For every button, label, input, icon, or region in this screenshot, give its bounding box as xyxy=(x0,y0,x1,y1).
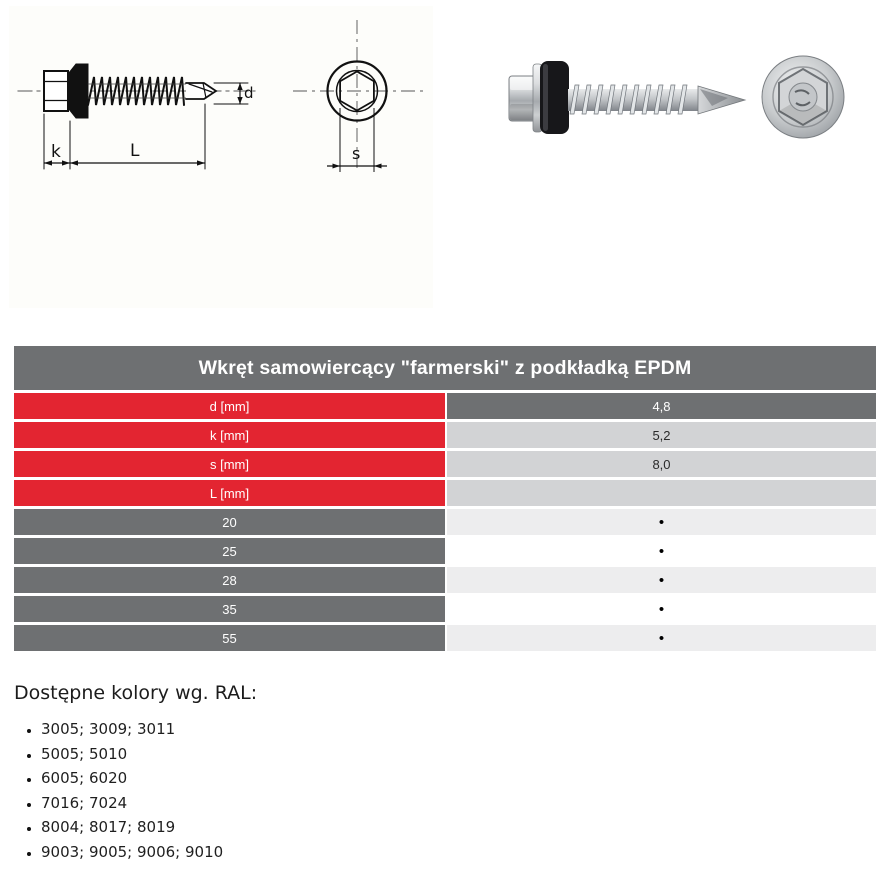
table-row xyxy=(14,422,876,448)
spec-label: L [mm] xyxy=(14,480,445,506)
table-row xyxy=(14,509,876,535)
availability-dot: • xyxy=(658,629,665,647)
availability-cell xyxy=(447,625,876,651)
colors-heading: Dostępne kolory wg. RAL: xyxy=(14,682,258,704)
availability-dot: • xyxy=(658,542,665,560)
dim-label-s: s xyxy=(352,144,361,163)
photo-epdm-highlight xyxy=(543,64,548,131)
top-graphics xyxy=(0,0,889,335)
hex-head-outline xyxy=(44,71,68,111)
ral-colors-list xyxy=(14,722,223,870)
ral-color-item: • 3005; 3009; 3011 xyxy=(41,722,223,737)
spec-label: d [mm] xyxy=(14,393,445,419)
table-row xyxy=(14,596,876,622)
spec-value: 8,0 xyxy=(447,451,876,477)
availability-dot: • xyxy=(658,513,665,531)
dim-label-L: L xyxy=(130,141,140,161)
length-label: 35 xyxy=(14,596,445,622)
table-row xyxy=(14,567,876,593)
ral-color-item: • 6005; 6020 xyxy=(41,771,223,786)
product-photo-side xyxy=(509,61,745,134)
length-label: 28 xyxy=(14,567,445,593)
ral-color-item: • 5005; 5010 xyxy=(41,747,223,762)
length-label: 25 xyxy=(14,538,445,564)
photo-front-boss xyxy=(789,83,817,111)
product-photo-front xyxy=(762,56,844,138)
dim-label-d: d xyxy=(244,84,254,102)
length-label: 20 xyxy=(14,509,445,535)
spec-value xyxy=(447,480,876,506)
availability-dot: • xyxy=(658,600,665,618)
spec-value: 4,8 xyxy=(447,393,876,419)
spec-table xyxy=(14,346,876,651)
ral-color-item: • 9003; 9005; 9006; 9010 xyxy=(41,845,223,860)
spec-label: s [mm] xyxy=(14,451,445,477)
drawing-panel xyxy=(9,6,433,308)
table-row xyxy=(14,393,876,419)
availability-cell xyxy=(447,538,876,564)
availability-dot: • xyxy=(658,571,665,589)
ral-color-item: • 8004; 8017; 8019 xyxy=(41,820,223,835)
table-title: Wkręt samowiercący "farmerski" z podkładką EPDM xyxy=(14,346,876,390)
availability-cell xyxy=(447,509,876,535)
length-label: 55 xyxy=(14,625,445,651)
table-row xyxy=(14,538,876,564)
availability-cell xyxy=(447,567,876,593)
epdm-washer-section xyxy=(68,64,88,118)
dim-label-k: k xyxy=(51,142,61,162)
spec-label: k [mm] xyxy=(14,422,445,448)
ral-color-item: • 7016; 7024 xyxy=(41,796,223,811)
table-row xyxy=(14,451,876,477)
table-row xyxy=(14,480,876,506)
table-row xyxy=(14,625,876,651)
spec-value: 5,2 xyxy=(447,422,876,448)
availability-cell xyxy=(447,596,876,622)
